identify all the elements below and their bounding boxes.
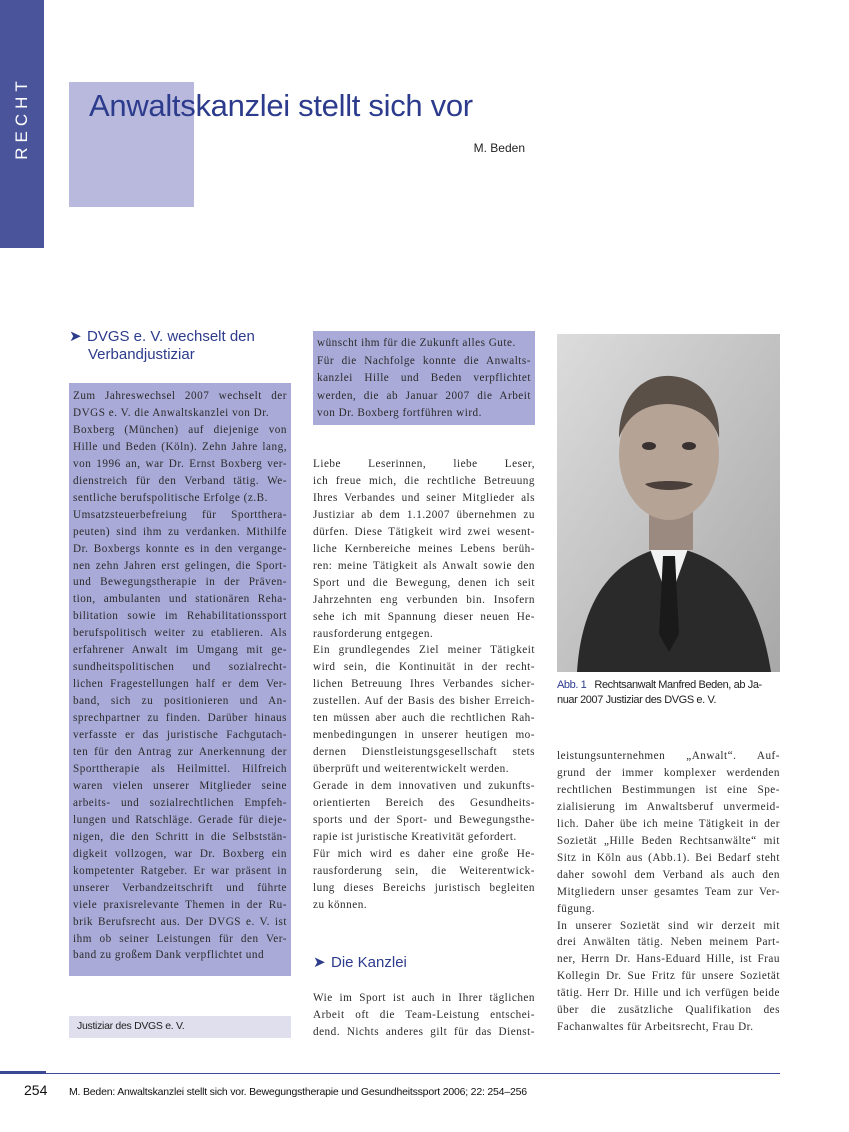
text-line: dernen Dienstleistungsgesellschaft stets	[313, 746, 535, 759]
text-line: Boxberg (München) auf diejenige von	[73, 423, 287, 436]
text-line: orientierten Bereich des Gesundheits-	[313, 797, 535, 810]
text-line: berufspolitisch weiter zu etablieren. Als	[73, 627, 287, 640]
text-line: Wie im Sport ist auch in Ihrer täglichen	[313, 992, 535, 1004]
text-line: kanzlei Hille und Beden verpflichtet	[317, 372, 531, 384]
text-line: zu können.	[313, 898, 368, 911]
text-line: leistungsunternehmen „Anwalt“. Auf-	[557, 750, 780, 762]
text-line: sehe ich mit Spannung dieser neuen He-	[313, 610, 535, 623]
text-line: Dr. Boxbergs konnte es in den vergange-	[73, 542, 287, 555]
text-line: rechtlichen Bestimmungen ist eine Spe-	[557, 783, 780, 796]
text-line: dend. Nichts anderes gilt für das Dienst-	[313, 1025, 535, 1038]
text-line: Für mich wird es daher eine große He-	[313, 847, 535, 860]
page-number: 254	[24, 1082, 48, 1098]
text-line: Ein grundlegendes Ziel meiner Tätigkeit	[313, 644, 535, 657]
section-heading-kanzlei	[313, 954, 533, 972]
body-column-2	[313, 456, 535, 914]
text-line: grund der immer komplexer werdenden	[557, 766, 780, 779]
text-line: von Dr. Boxberg fortführen wird.	[317, 407, 482, 419]
section-tab-label: RECHT	[12, 76, 31, 160]
text-line: In unserer Sozietät sind wir derzeit mit	[557, 919, 780, 932]
text-line: Gerade in dem innovativen und zukunfts-	[313, 780, 535, 793]
body-column-2-lower	[313, 990, 535, 1041]
text-line: nen zehn Jahren erst gelingen, die Sport-	[73, 559, 287, 572]
text-line: arbeits- und sozialrechtlichen Empfeh-	[73, 796, 287, 809]
arrow-icon: ➤	[313, 954, 326, 971]
text-line: zustellen. Auf der Basis des bisher Erreich-	[313, 695, 535, 708]
text-line: über die zusätzliche Qualifikation des	[557, 1004, 780, 1017]
body-text-sozietaet	[557, 748, 780, 1036]
arrow-icon: ➤	[69, 328, 82, 345]
text-line: lung dieses Bereichs juristisch begleiten	[313, 881, 535, 894]
text-line: rausforderung entgegen.	[313, 627, 434, 640]
caption-line1: Rechtsanwalt Manfred Beden, ab Ja-	[594, 679, 762, 691]
text-line: erfahrener Anwalt im Umgang mit ge-	[73, 644, 287, 657]
text-line: unserer Verbandzeitschrift und führte	[73, 881, 287, 894]
text-line: ihm ob seiner Leistungen für den Ver-	[73, 932, 287, 945]
highlight-box-1	[69, 383, 291, 976]
text-line: ich freue mich, die rechtliche Betreuung	[313, 474, 535, 487]
text-line: werden, die ab Januar 2007 die Arbeit	[317, 389, 531, 402]
text-line: ten müssen aber auch die rechtlichen Rah-	[313, 712, 535, 725]
section-heading-verbandjustiziar	[69, 328, 299, 364]
text-line: sprechpartner zu finden. Darüber hinaus	[73, 712, 287, 725]
text-line: DVGS e. V. die Anwaltskanzlei von Dr.	[73, 406, 270, 419]
body-column-3	[557, 748, 780, 1036]
text-line: viele praxisrelevante Themen in der Ru-	[73, 898, 287, 911]
footer-rule	[0, 1073, 780, 1074]
body-text-kanzlei	[313, 990, 535, 1041]
text-line: peuten) sind ihm zu verdanken. Mithilfe	[73, 525, 287, 538]
text-line: tion, ambulanten und stationären Reha-	[73, 593, 287, 606]
highlight-text-1	[73, 388, 287, 964]
text-line: überprüft und weiterentwickelt werden.	[313, 763, 510, 776]
caption-line2: nuar 2007 Justiziar des DVGS e. V.	[557, 693, 717, 706]
text-line: ten für den Antrag zur Anerkennung der	[73, 746, 287, 759]
figure-label: Abb. 1	[557, 679, 587, 691]
article-title: Anwaltskanzlei stellt sich vor	[89, 88, 473, 123]
text-line: lungen und Ratschläge. Gerade für dieje-	[73, 813, 287, 826]
text-line: lich. Daher übe ich meine Tätigkeit in der	[557, 817, 780, 830]
text-line: daher sowohl dem Verband als auch den	[557, 868, 780, 881]
heading-line2: Verbandjustiziar	[88, 346, 195, 363]
text-line: Liebe Leserinnen, liebe Leser,	[313, 458, 535, 470]
text-line: band, sich zu positionieren und An-	[73, 695, 287, 708]
text-line: sundheitspolitischen und sozialrecht-	[73, 661, 287, 674]
text-line: digkeit vollzogen, war Dr. Boxberg ein	[73, 847, 287, 860]
text-line: Mitgliedern unser gesamtes Team zur Ver-	[557, 885, 780, 898]
text-line: und Bewegungstherapie in der Präven-	[73, 576, 287, 589]
text-line: verfasste er das juristische Fachgutach-	[73, 729, 287, 742]
highlight-box-2	[313, 331, 535, 425]
text-line: Justiziar ab dem 1.1.2007 übernehmen zu	[313, 508, 535, 521]
citation-line: M. Beden: Anwaltskanzlei stellt sich vor. Bewegungstherapie und Gesundheitssport 2006; 22: 254–256	[69, 1086, 527, 1098]
text-line: sentliche berufspolitische Erfolge (z.B.	[73, 491, 268, 504]
text-line: Jahrzehnten eng verbunden bin. Insofern	[313, 593, 535, 606]
text-line: menbedingungen in unserer heutigen mo-	[313, 729, 535, 742]
text-line: Zum Jahreswechsel 2007 wechselt der	[73, 390, 287, 402]
text-line: sports und der Sport- und Bewegungsthe-	[313, 814, 535, 827]
highlight-text-2	[317, 335, 531, 423]
text-line: rapie ist juristische Kreativität gefordert.	[313, 830, 517, 843]
text-line: Sport und die Bewegung, denen ich seit	[313, 576, 535, 589]
text-line: liche Kernbereiche meines Lebens berüh-	[313, 542, 535, 555]
text-line: rausforderung sein, die Weiterentwick-	[313, 864, 535, 877]
text-line: lichen Fragestellungen half er dem Ver-	[73, 678, 287, 691]
text-line: kompetenter Ratgeber. Er war präsent in	[73, 864, 287, 877]
text-line: brik Berufsrecht aus. Der DVGS e. V. ist	[73, 915, 287, 928]
text-line: wünscht ihm für die Zukunft alles Gute.	[317, 337, 516, 349]
text-line: lichen Betreuung Ihres Verbandes sicher-	[313, 678, 535, 691]
portrait-image	[557, 334, 780, 672]
text-line: Sitz in Köln aus (Abb.1). Bei Bedarf steht	[557, 851, 780, 864]
portrait-photo	[557, 334, 780, 672]
text-line: tätig. Herr Dr. Hille und ich verfügen beide	[557, 987, 780, 1000]
text-line: Arbeit oft die Team-Leistung entschei-	[313, 1008, 535, 1021]
text-line: fügung.	[557, 902, 595, 915]
text-line: Ihres Verbandes und seiner Mitglieder als	[313, 491, 535, 504]
text-line: dürfen. Diese Tätigkeit wird zwei wesent-	[313, 525, 535, 538]
body-text-letter	[313, 456, 535, 914]
text-line: drei Anwälten tätig. Neben meinem Part-	[557, 936, 780, 949]
text-line: von 1996 an, war Dr. Ernst Boxberg ver-	[73, 457, 287, 470]
text-line: Kollegin Dr. Sue Fritz für unsere Sozietät	[557, 970, 780, 983]
figure-caption	[557, 678, 780, 707]
article-author: M. Beden	[473, 141, 525, 155]
text-line: nigen, die den Schritt in die Selbststän-	[73, 830, 287, 843]
section-tab	[0, 0, 44, 248]
side-footnote-box: Justiziar des DVGS e. V.	[69, 1016, 291, 1038]
text-line: Sporttherapie als Heilmittel. Hilfreich	[73, 762, 287, 775]
text-line: wird sein, die Kontinuität in der recht-	[313, 661, 535, 674]
text-line: dienstreich für den Verband tätig. We-	[73, 474, 287, 487]
text-line: zialisierung im Anwaltsberuf unvermeid-	[557, 800, 780, 813]
text-line: Fachanwaltes für Arbeitsrecht, Frau Dr.	[557, 1021, 754, 1034]
text-line: ner, Herrn Dr. Hans-Eduard Hille, ist Frau	[557, 953, 780, 966]
text-line: Für die Nachfolge konnte die Anwalts-	[317, 354, 531, 367]
heading-line1: DVGS e. V. wechselt den	[87, 328, 255, 345]
text-line: Sozietät „Hille Beden Rechtsanwälte“ mit	[557, 834, 780, 847]
text-line: Hille und Beden (Köln). Zehn Jahre lang,	[73, 440, 287, 453]
text-line: band zu großem Dank verpflichtet und	[73, 949, 265, 962]
text-line: ren: meine Tätigkeit als Anwalt sowie den	[313, 559, 535, 572]
heading-kanzlei-label: Die Kanzlei	[331, 954, 407, 971]
text-line: bilitation sowie im Rehabilitationssport	[73, 610, 287, 623]
text-line: Umsatzsteuerbefreiung für Sportthera-	[73, 508, 287, 521]
text-line: waren vielen unserer Mitglieder seine	[73, 779, 287, 792]
